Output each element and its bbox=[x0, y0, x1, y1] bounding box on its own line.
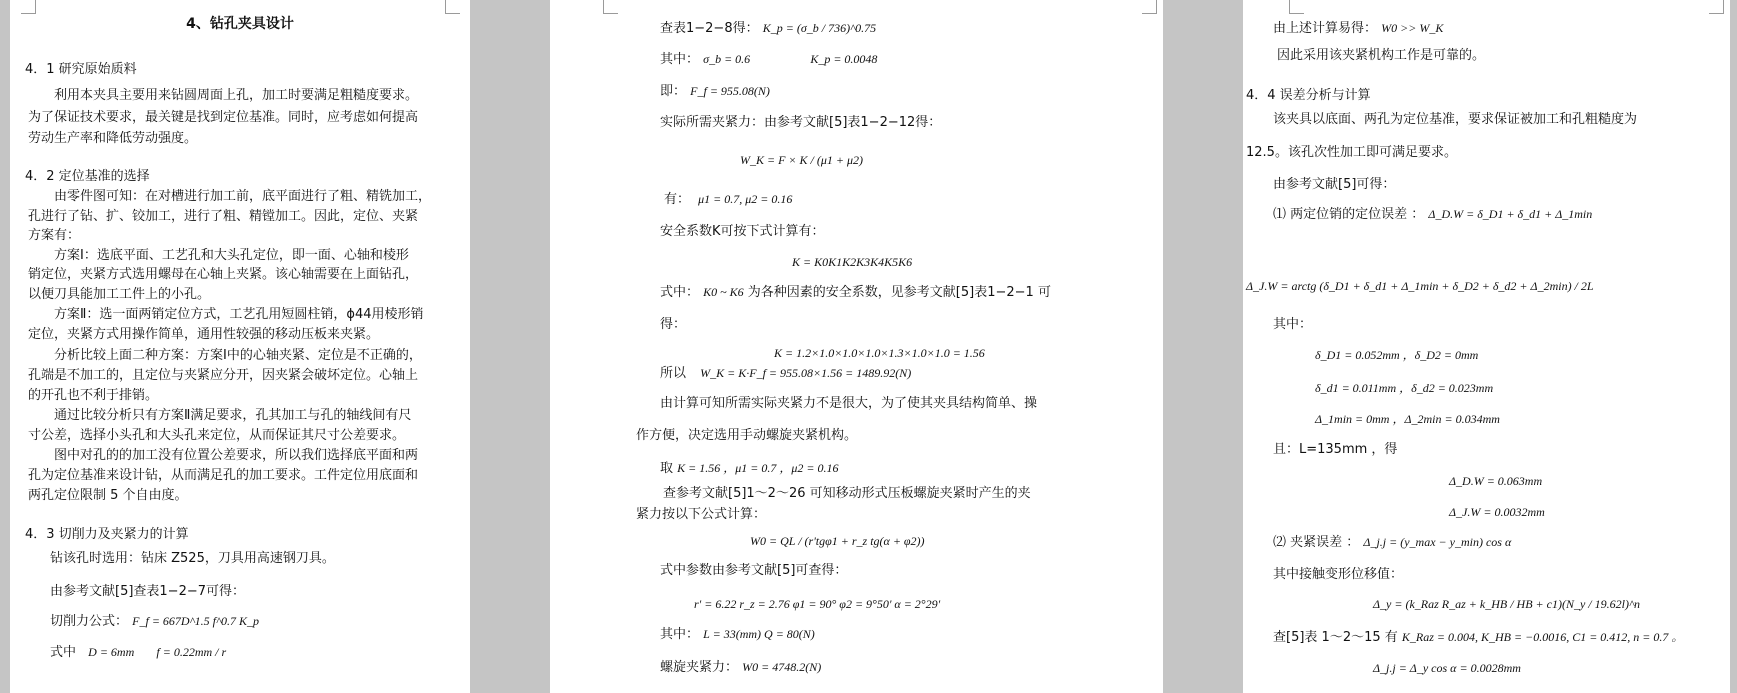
pin-position-error: Δ_D.W = δ_D1 + δ_d1 + Δ_1min bbox=[1428, 207, 1593, 221]
paragraph-line: 由参考文献[5]查表1−2−7可得： bbox=[50, 584, 246, 599]
document-page-3[interactable] bbox=[1243, 0, 1730, 693]
paragraph-line: 通过比较分析只有方案Ⅱ满足要求，孔其加工与孔的轴线间有尺 bbox=[54, 408, 412, 423]
paragraph-text: 为各种因素的安全系数，见参考文献[5]表1−2−1 可 bbox=[747, 285, 1051, 300]
document-page-1[interactable] bbox=[10, 0, 470, 693]
clamping-force-formula: W_K = F × K / (μ1 + μ2) bbox=[740, 153, 863, 167]
paragraph-line: 孔进行了钻、扩、铰加工，进行了粗、精镗加工。因此，定位、夹紧 bbox=[28, 209, 419, 224]
paragraph-line: 安全系数K可按下式计算有： bbox=[660, 224, 825, 239]
clamping-error-result: Δ_j.j = Δ_y cos α = 0.0028mm bbox=[1373, 661, 1521, 675]
paragraph-line bbox=[660, 20, 876, 37]
paragraph-line: 劳动生产率和降低劳动强度。 bbox=[28, 131, 198, 146]
screw-clamp-formula: W0 = QL / (r'tgφ1 + r_z tg(α + φ2)) bbox=[750, 534, 925, 548]
paragraph-line bbox=[1273, 534, 1511, 551]
paragraph-line: 方案有： bbox=[28, 228, 81, 243]
kp-value: K_p = 0.0048 bbox=[810, 52, 878, 66]
paragraph-line bbox=[660, 460, 839, 477]
paragraph-line: 12.5。该孔次性加工即可满足要求。 bbox=[1246, 145, 1457, 160]
paragraph-line: 该夹具以底面、两孔为定位基准，要求保证被加工和孔粗糙度为 bbox=[1273, 112, 1638, 127]
formula-label: 切削力公式： bbox=[50, 614, 129, 629]
page-gutter-1 bbox=[0, 0, 10, 693]
formula-label: 即： bbox=[660, 84, 687, 99]
formula-label: 其中： bbox=[660, 52, 700, 67]
paragraph-line: 两孔定位限制 5 个自由度。 bbox=[28, 488, 188, 503]
paragraph-line bbox=[664, 191, 792, 208]
wk-result: W_K = K·F_f = 955.08×1.56 = 1489.92(N) bbox=[700, 366, 912, 380]
paragraph-line: 且：L=135mm ，得 bbox=[1273, 442, 1398, 457]
paragraph-line: 其中接触变形位移值： bbox=[1273, 567, 1404, 582]
paragraph-line: 紧力按以下公式计算： bbox=[636, 507, 767, 522]
paragraph-line: 钻该孔时选用：钻床 Z525，刀具用高速钢刀具。 bbox=[50, 551, 335, 566]
paragraph-line: 以便刀具能加工工件上的小孔。 bbox=[28, 287, 211, 302]
page-gutter-2 bbox=[470, 0, 550, 693]
formula-d: D = 6mm bbox=[88, 645, 135, 659]
k-range: K0 ~ K6 bbox=[703, 285, 744, 299]
paragraph-line bbox=[660, 51, 877, 68]
paragraph-line: 查参考文献[5]1～2～26 可知移动形式压板螺旋夹紧时产生的夹 bbox=[663, 486, 1031, 501]
paragraph-line: 图中对孔的的加工没有位置公差要求，所以我们选择底平面和两 bbox=[54, 448, 419, 463]
paragraph-line: 孔为定位基准来设计钻，从而满足孔的加工要求。工件定位用底面和 bbox=[28, 468, 419, 483]
formula-label: 查表1−2−8得： bbox=[660, 21, 759, 36]
page-corner-mark bbox=[603, 0, 618, 14]
paragraph-line: 寸公差，选择小头孔和大头孔来定位，从而保证其尺寸公差要求。 bbox=[28, 428, 406, 443]
paragraph-line: 方案Ⅰ：选底平面、工艺孔和大头孔定位，即一面、心轴和棱形 bbox=[54, 248, 409, 263]
page-gutter-4 bbox=[1730, 0, 1737, 693]
kp-formula: K_p = (σ_b / 736)^0.75 bbox=[762, 21, 877, 35]
cutting-force-formula: F_f = 667D^1.5 f^0.7 K_p bbox=[132, 614, 260, 628]
page-corner-mark bbox=[1709, 0, 1724, 14]
paragraph-line: 的开孔也不利于排销。 bbox=[28, 388, 159, 403]
paragraph-line bbox=[660, 365, 911, 382]
paragraph-line: 实际所需夹紧力：由参考文献[5]表1−2−12得： bbox=[660, 115, 942, 130]
w0-vs-wk: W0 >> W_K bbox=[1381, 21, 1444, 35]
delta-d-values: δ_D1 = 0.052mm ，δ_D2 = 0mm bbox=[1315, 348, 1479, 362]
formula-label: ⑴ 两定位销的定位误差 ： bbox=[1273, 207, 1425, 222]
paragraph-line bbox=[660, 83, 770, 100]
subsection-heading: 4．3 切削力及夹紧力的计算 bbox=[25, 527, 189, 542]
paragraph-line: 其中： bbox=[1273, 317, 1313, 332]
paragraph-line: 作方便，决定选用手动螺旋夹紧机构。 bbox=[636, 428, 858, 443]
paragraph-line: 分析比较上面二种方案：方案Ⅰ中的心轴夹紧、定位是不正确的， bbox=[54, 348, 422, 363]
parameter-values: r' = 6.22 r_z = 2.76 φ1 = 90° φ2 = 9°50' α = 2°29' bbox=[694, 597, 941, 611]
mu-values: μ1 = 0.7, μ2 = 0.16 bbox=[698, 192, 793, 206]
paragraph-line: 因此采用该夹紧机构工作是可靠的。 bbox=[1277, 48, 1486, 63]
formula-label: 所以 bbox=[660, 366, 687, 381]
formula-label: 式中： bbox=[660, 285, 700, 300]
angle-error-formula: Δ_J.W = arctg (δ_D1 + δ_d1 + Δ_1min + δ_D2 + δ_d2 + Δ_2min) / 2L bbox=[1246, 279, 1594, 293]
ff-value: F_f = 955.08(N) bbox=[690, 84, 770, 98]
paragraph-line: 销定位，夹紧方式选用螺母在心轴上夹紧。该心轴需要在上面钻孔， bbox=[28, 267, 419, 282]
formula-label: 取 bbox=[660, 461, 674, 476]
formula-label: 由上述计算易得： bbox=[1273, 21, 1378, 36]
paragraph-line: 方案Ⅱ：选一面两销定位方式，工艺孔用短圆柱销，ϕ44用棱形销 bbox=[54, 307, 424, 322]
paragraph-line bbox=[660, 626, 815, 643]
formula-label: 螺旋夹紧力： bbox=[660, 660, 739, 675]
paragraph-line: 式中参数由参考文献[5]可查得： bbox=[660, 563, 848, 578]
formula-label: 查[5]表 1～2～15 有 bbox=[1273, 630, 1398, 645]
page-corner-mark bbox=[1142, 0, 1157, 14]
delta-d-small-values: δ_d1 = 0.011mm ，δ_d2 = 0.023mm bbox=[1315, 381, 1494, 395]
paragraph-line bbox=[1273, 206, 1592, 223]
l-q-values: L = 33(mm) Q = 80(N) bbox=[703, 627, 815, 641]
delta-min-values: Δ_1min = 0mm ，Δ_2min = 0.034mm bbox=[1315, 412, 1500, 426]
safety-factor-formula: K = K0K1K2K3K4K5K6 bbox=[792, 255, 913, 269]
sigma-b-value: σ_b = 0.6 bbox=[703, 52, 751, 66]
formula-f: f = 0.22mm / r bbox=[156, 645, 227, 659]
paragraph-line bbox=[50, 644, 226, 661]
formula-label: 有： bbox=[664, 192, 691, 207]
subsection-heading: 4．2 定位基准的选择 bbox=[25, 169, 150, 184]
page-corner-mark bbox=[21, 0, 36, 14]
position-error-result: Δ_D.W = 0.063mm bbox=[1449, 474, 1543, 488]
paragraph-line bbox=[1273, 629, 1683, 646]
paragraph-line bbox=[660, 659, 821, 676]
document-page-2[interactable] bbox=[550, 0, 1163, 693]
clamping-error-formula: Δ_j.j = (y_max − y_min) cos α bbox=[1363, 535, 1512, 549]
page-gutter-3 bbox=[1163, 0, 1243, 693]
paragraph-line: 为了保证技术要求，最关键是找到定位基准。同时，应考虑如何提高 bbox=[28, 110, 419, 125]
paragraph-line: 由计算可知所需实际夹紧力不是很大，为了使其夹具结构简单、操 bbox=[660, 396, 1038, 411]
paragraph-line bbox=[1273, 20, 1443, 37]
paragraph-line: 得： bbox=[660, 317, 687, 332]
paragraph-line: 由参考文献[5]可得： bbox=[1273, 177, 1396, 192]
contact-deformation-formula: Δ_y = (k_Raz R_az + k_HB / HB + c1)(N_y / 19.62l)^n bbox=[1373, 597, 1641, 611]
paragraph-line: 孔端是不加工的，且定位与夹紧应分开，因夹紧会破坏定位。心轴上 bbox=[28, 368, 419, 383]
paragraph-line: 由零件图可知：在对槽进行加工前，底平面进行了粗、精铣加工， bbox=[54, 189, 432, 204]
formula-label: 其中： bbox=[660, 627, 700, 642]
paragraph-line bbox=[660, 284, 1051, 301]
formula-label: 式中 bbox=[50, 645, 77, 660]
section-title: 4、钻孔夹具设计 bbox=[186, 16, 294, 32]
page-corner-mark bbox=[445, 0, 460, 14]
safety-factor-calc: K = 1.2×1.0×1.0×1.0×1.3×1.0×1.0 = 1.56 bbox=[774, 346, 985, 360]
paragraph-line bbox=[50, 613, 259, 630]
paragraph-line: 定位，夹紧方式用操作简单，通用性较强的移动压板来夹紧。 bbox=[28, 327, 380, 342]
w0-result: W0 = 4748.2(N) bbox=[742, 660, 822, 674]
subsection-heading: 4．1 研究原始质料 bbox=[25, 62, 137, 77]
angle-error-result: Δ_J.W = 0.0032mm bbox=[1449, 505, 1545, 519]
formula-label: ⑵ 夹紧误差 ： bbox=[1273, 535, 1360, 550]
table-coefficients: K_Raz = 0.004, K_HB = −0.0016, C1 = 0.412, n = 0.7 。 bbox=[1401, 630, 1684, 644]
selected-values: K = 1.56 ，μ1 = 0.7 ，μ2 = 0.16 bbox=[677, 461, 839, 475]
subsection-heading: 4．4 误差分析与计算 bbox=[1246, 88, 1371, 103]
page-corner-mark bbox=[1289, 0, 1304, 14]
paragraph-line: 利用本夹具主要用来钻圆周面上孔，加工时要满足粗糙度要求。 bbox=[54, 88, 419, 103]
